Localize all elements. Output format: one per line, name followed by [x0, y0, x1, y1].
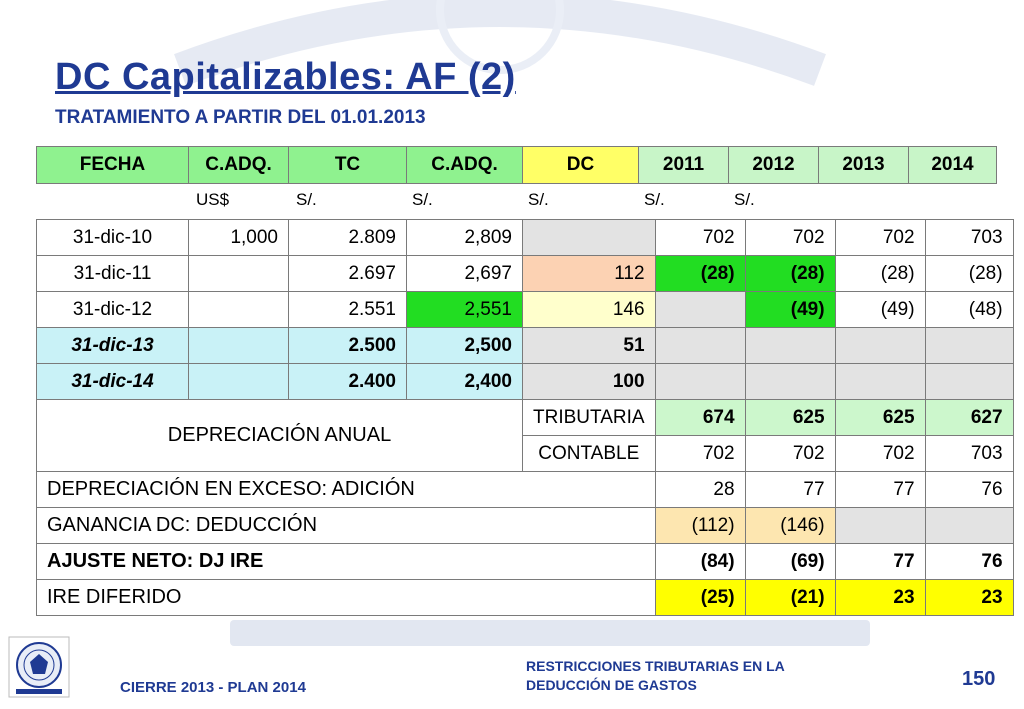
- cell-2012: (146): [745, 508, 835, 544]
- slide-subtitle: TRATAMIENTO A PARTIR DEL 01.01.2013: [55, 107, 426, 128]
- cell-dc: [523, 220, 656, 256]
- cell-2012: 702: [745, 436, 835, 472]
- slide-title: DC Capitalizables: AF (2): [55, 56, 516, 98]
- cell-tc: 2.809: [289, 220, 407, 256]
- cell-cadq-usd: 1,000: [189, 220, 289, 256]
- unit-label: S/.: [528, 190, 549, 209]
- header-fecha: FECHA: [37, 147, 189, 184]
- cell-dc: 146: [523, 292, 656, 328]
- unit-label: S/.: [734, 190, 755, 209]
- cell-fecha: 31-dic-14: [37, 364, 189, 400]
- summary-label: IRE DIFERIDO: [37, 580, 656, 616]
- cell-2011: (84): [655, 544, 745, 580]
- depreciacion-anual-label: DEPRECIACIÓN ANUAL: [37, 400, 523, 472]
- cell-tc: 2.697: [289, 256, 407, 292]
- cell-2012: 702: [745, 220, 835, 256]
- cell-2013: [835, 508, 925, 544]
- header-row: [37, 147, 997, 184]
- cell-2011: (28): [655, 256, 745, 292]
- header-table: [36, 146, 997, 184]
- header-2014: 2014: [909, 147, 997, 184]
- cell-dc: 100: [523, 364, 656, 400]
- cell-cadq-usd: [189, 328, 289, 364]
- footer-event-label: CIERRE 2013 - PLAN 2014: [120, 679, 306, 696]
- table-row: [37, 292, 1014, 328]
- cell-2011: (112): [655, 508, 745, 544]
- cell-2012: (21): [745, 580, 835, 616]
- cell-2011: 28: [655, 472, 745, 508]
- footer-topic-line-1: RESTRICCIONES TRIBUTARIAS EN LA: [526, 658, 785, 674]
- cell-tc: 2.500: [289, 328, 407, 364]
- table-row: [37, 256, 1014, 292]
- cell-cadq-usd: [189, 292, 289, 328]
- header-2011: 2011: [639, 147, 729, 184]
- cell-2012: [745, 328, 835, 364]
- summary-label: AJUSTE NETO: DJ IRE: [37, 544, 656, 580]
- cell-dc: 51: [523, 328, 656, 364]
- cell-2014: 627: [925, 400, 1013, 436]
- table-row-ire: [37, 580, 1014, 616]
- cell-2012: (28): [745, 256, 835, 292]
- cell-fecha: 31-dic-10: [37, 220, 189, 256]
- cell-2013: [835, 364, 925, 400]
- cell-2014: 703: [925, 220, 1013, 256]
- table-row: [37, 364, 1014, 400]
- cell-2014: 23: [925, 580, 1013, 616]
- header-cadq-soles: C.ADQ.: [407, 147, 523, 184]
- cell-fecha: 31-dic-13: [37, 328, 189, 364]
- cell-2011: [655, 292, 745, 328]
- cell-dc: 112: [523, 256, 656, 292]
- cell-cadq-soles: 2,400: [407, 364, 523, 400]
- watermark-text-band: [230, 612, 870, 652]
- table-row: [37, 328, 1014, 364]
- unit-label: US$: [196, 190, 230, 209]
- cell-2011: [655, 364, 745, 400]
- unit-label: S/.: [296, 190, 317, 209]
- cell-2011: 702: [655, 436, 745, 472]
- cell-2013: [835, 328, 925, 364]
- cell-2013: 77: [835, 472, 925, 508]
- cell-2012: (69): [745, 544, 835, 580]
- summary-label: DEPRECIACIÓN EN EXCESO: ADICIÓN: [37, 472, 656, 508]
- depreciation-table: [36, 219, 1014, 616]
- cell-2013: 77: [835, 544, 925, 580]
- cell-cadq-usd: [189, 256, 289, 292]
- cell-2012: 625: [745, 400, 835, 436]
- footer-topic: [526, 657, 785, 695]
- header-tc: TC: [289, 147, 407, 184]
- unit-label: S/.: [412, 190, 433, 209]
- header-dc: DC: [523, 147, 639, 184]
- cell-2013: 702: [835, 220, 925, 256]
- cell-cadq-soles: 2,551: [407, 292, 523, 328]
- cell-2011: 674: [655, 400, 745, 436]
- header-2013: 2013: [819, 147, 909, 184]
- cell-2014: [925, 328, 1013, 364]
- contable-label: CONTABLE: [523, 436, 656, 472]
- cell-2013: 625: [835, 400, 925, 436]
- table-row: [37, 220, 1014, 256]
- cell-2012: 77: [745, 472, 835, 508]
- cell-cadq-soles: 2,697: [407, 256, 523, 292]
- table-row-ajuste: [37, 544, 1014, 580]
- cell-fecha: 31-dic-12: [37, 292, 189, 328]
- cell-2011: 702: [655, 220, 745, 256]
- cell-2013: (49): [835, 292, 925, 328]
- cell-2014: [925, 364, 1013, 400]
- unit-label: S/.: [644, 190, 665, 209]
- cell-2014: 703: [925, 436, 1013, 472]
- tributaria-label: TRIBUTARIA: [523, 400, 656, 436]
- table-row-ganancia: [37, 508, 1014, 544]
- header-cadq-usd: C.ADQ.: [189, 147, 289, 184]
- cell-tc: 2.551: [289, 292, 407, 328]
- cell-2013: (28): [835, 256, 925, 292]
- cell-2014: (48): [925, 292, 1013, 328]
- cell-tc: 2.400: [289, 364, 407, 400]
- cell-2011: [655, 328, 745, 364]
- table-row-exceso: [37, 472, 1014, 508]
- cell-cadq-soles: 2,809: [407, 220, 523, 256]
- cell-2012: (49): [745, 292, 835, 328]
- cell-2011: (25): [655, 580, 745, 616]
- cell-fecha: 31-dic-11: [37, 256, 189, 292]
- cell-2014: 76: [925, 472, 1013, 508]
- header-2012: 2012: [729, 147, 819, 184]
- cell-2014: 76: [925, 544, 1013, 580]
- cell-cadq-soles: 2,500: [407, 328, 523, 364]
- cell-cadq-usd: [189, 364, 289, 400]
- cell-2013: 23: [835, 580, 925, 616]
- institution-seal-logo: [8, 636, 70, 698]
- footer-topic-line-2: DEDUCCIÓN DE GASTOS: [526, 677, 697, 693]
- page-number: 150: [962, 668, 996, 690]
- cell-2012: [745, 364, 835, 400]
- cell-2014: [925, 508, 1013, 544]
- cell-2013: 702: [835, 436, 925, 472]
- summary-label: GANANCIA DC: DEDUCCIÓN: [37, 508, 656, 544]
- cell-2014: (28): [925, 256, 1013, 292]
- table-row-tributaria: [37, 400, 1014, 436]
